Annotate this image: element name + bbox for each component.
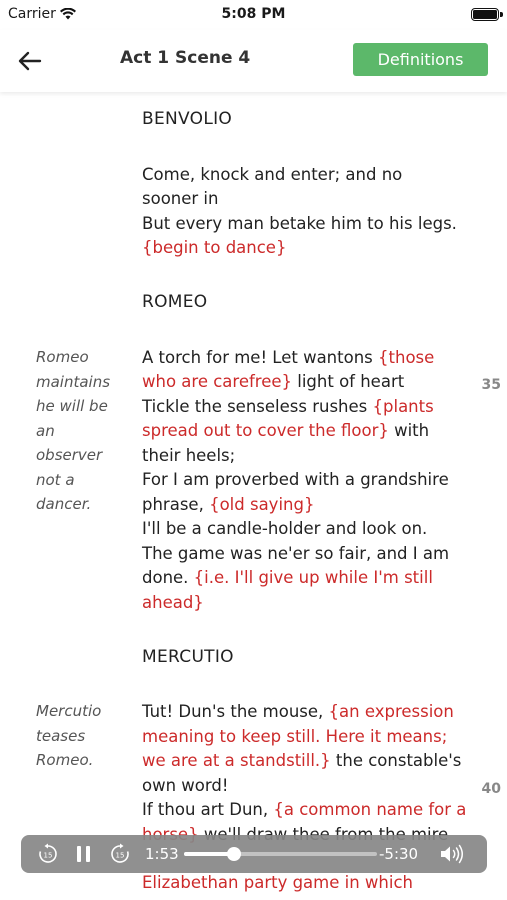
gloss-text[interactable]: Elizabethan party game in which bbox=[142, 873, 413, 892]
progress-track[interactable] bbox=[184, 852, 377, 856]
line-text: Tut! Dun's the mouse, bbox=[142, 702, 329, 721]
gloss-text[interactable]: {a common name for a bbox=[273, 800, 467, 819]
gloss-text[interactable]: {those bbox=[378, 348, 435, 367]
line-number: 40 bbox=[481, 781, 501, 797]
note-line: Mercutio bbox=[36, 702, 102, 720]
remaining-time: -5:30 bbox=[379, 845, 419, 863]
battery-icon bbox=[471, 8, 499, 21]
speaker-mercutio: MERCUTIO bbox=[142, 647, 234, 667]
note-line: an bbox=[36, 421, 55, 440]
script-line: The game was ne'er so fair, and I am bbox=[142, 544, 450, 563]
note-line: not a bbox=[36, 470, 75, 489]
script-line: their heels; bbox=[142, 446, 236, 465]
audio-player bbox=[21, 835, 487, 873]
nav-bar bbox=[0, 30, 507, 92]
script-line: Come, knock and enter; and no bbox=[142, 165, 403, 184]
volume-icon bbox=[439, 844, 467, 864]
script-line bbox=[142, 395, 434, 420]
back-button[interactable] bbox=[12, 44, 48, 78]
note-line: observer bbox=[36, 446, 103, 464]
gloss-text[interactable]: we are at a standstill.} bbox=[142, 751, 331, 770]
note-line: he will be bbox=[36, 397, 108, 415]
note-line: dancer. bbox=[36, 495, 92, 513]
gloss-text[interactable]: {begin to dance} bbox=[142, 238, 287, 257]
rewind-seconds: 15 bbox=[43, 851, 53, 860]
script-line bbox=[142, 749, 461, 774]
line-text: with bbox=[388, 421, 430, 440]
script-line: sooner in bbox=[142, 189, 219, 208]
line-number: 35 bbox=[481, 377, 501, 393]
line-text: If thou art Dun, bbox=[142, 800, 274, 819]
script-line bbox=[142, 493, 314, 518]
skip-back-15-icon bbox=[37, 843, 59, 865]
battery-fill bbox=[473, 10, 497, 19]
pause-button[interactable] bbox=[75, 844, 93, 864]
elapsed-time: 1:53 bbox=[145, 845, 179, 863]
gloss-text[interactable]: {an expression bbox=[328, 702, 454, 721]
line-text: done. bbox=[142, 568, 194, 587]
line-text: light of heart bbox=[292, 372, 405, 391]
gloss-text[interactable]: {i.e. I'll give up while I'm still bbox=[193, 568, 433, 587]
pause-icon bbox=[75, 844, 93, 864]
note-line: maintains bbox=[36, 372, 111, 391]
script-line bbox=[142, 700, 454, 725]
skip-forward-15-icon bbox=[109, 843, 131, 865]
forward-15-button[interactable] bbox=[109, 843, 131, 865]
speaker-romeo: ROMEO bbox=[142, 292, 208, 312]
progress-knob[interactable] bbox=[227, 847, 241, 861]
script-line bbox=[142, 419, 429, 444]
rewind-15-button[interactable] bbox=[37, 843, 59, 865]
script-line: own word! bbox=[142, 776, 229, 795]
line-text: A torch for me! Let wantons bbox=[142, 348, 379, 367]
script-line: I'll be a candle-holder and look on. bbox=[142, 519, 428, 538]
forward-seconds: 15 bbox=[115, 851, 125, 860]
script-line: But every man betake him to his legs. bbox=[142, 214, 457, 233]
script-line bbox=[142, 370, 404, 395]
script-content[interactable] bbox=[0, 96, 507, 900]
carrier-label: Carrier bbox=[8, 6, 56, 22]
note-mercutio bbox=[36, 699, 126, 773]
volume-button[interactable] bbox=[439, 844, 467, 864]
script-line bbox=[142, 798, 466, 823]
line-text: Tickle the senseless rushes bbox=[142, 397, 373, 416]
gloss-text[interactable]: ahead} bbox=[142, 593, 204, 612]
definitions-button[interactable]: Definitions bbox=[353, 43, 488, 76]
gloss-text[interactable]: who are carefree} bbox=[142, 372, 293, 391]
status-time: 5:08 PM bbox=[221, 6, 286, 22]
line-text: phrase, bbox=[142, 495, 210, 514]
status-bar bbox=[0, 0, 507, 30]
arrow-left-icon bbox=[18, 51, 42, 71]
note-line: Romeo. bbox=[36, 751, 94, 769]
speaker-benvolio: BENVOLIO bbox=[142, 109, 233, 129]
gloss-text[interactable]: {old saying} bbox=[209, 495, 315, 514]
script-line bbox=[142, 346, 434, 371]
note-romeo bbox=[36, 345, 126, 517]
gloss-text[interactable]: {plants bbox=[372, 397, 434, 416]
script-line: For I am proverbed with a grandshire bbox=[142, 470, 449, 489]
page-title: Act 1 Scene 4 bbox=[120, 48, 251, 68]
note-line: Romeo bbox=[36, 348, 89, 366]
gloss-text[interactable]: spread out to cover the floor} bbox=[142, 421, 389, 440]
script-line bbox=[142, 566, 433, 591]
gloss-text[interactable]: meaning to keep still. Here it means; bbox=[142, 727, 448, 746]
battery-tip bbox=[500, 12, 503, 17]
note-line: teases bbox=[36, 726, 86, 745]
line-text: the constable's bbox=[330, 751, 462, 770]
